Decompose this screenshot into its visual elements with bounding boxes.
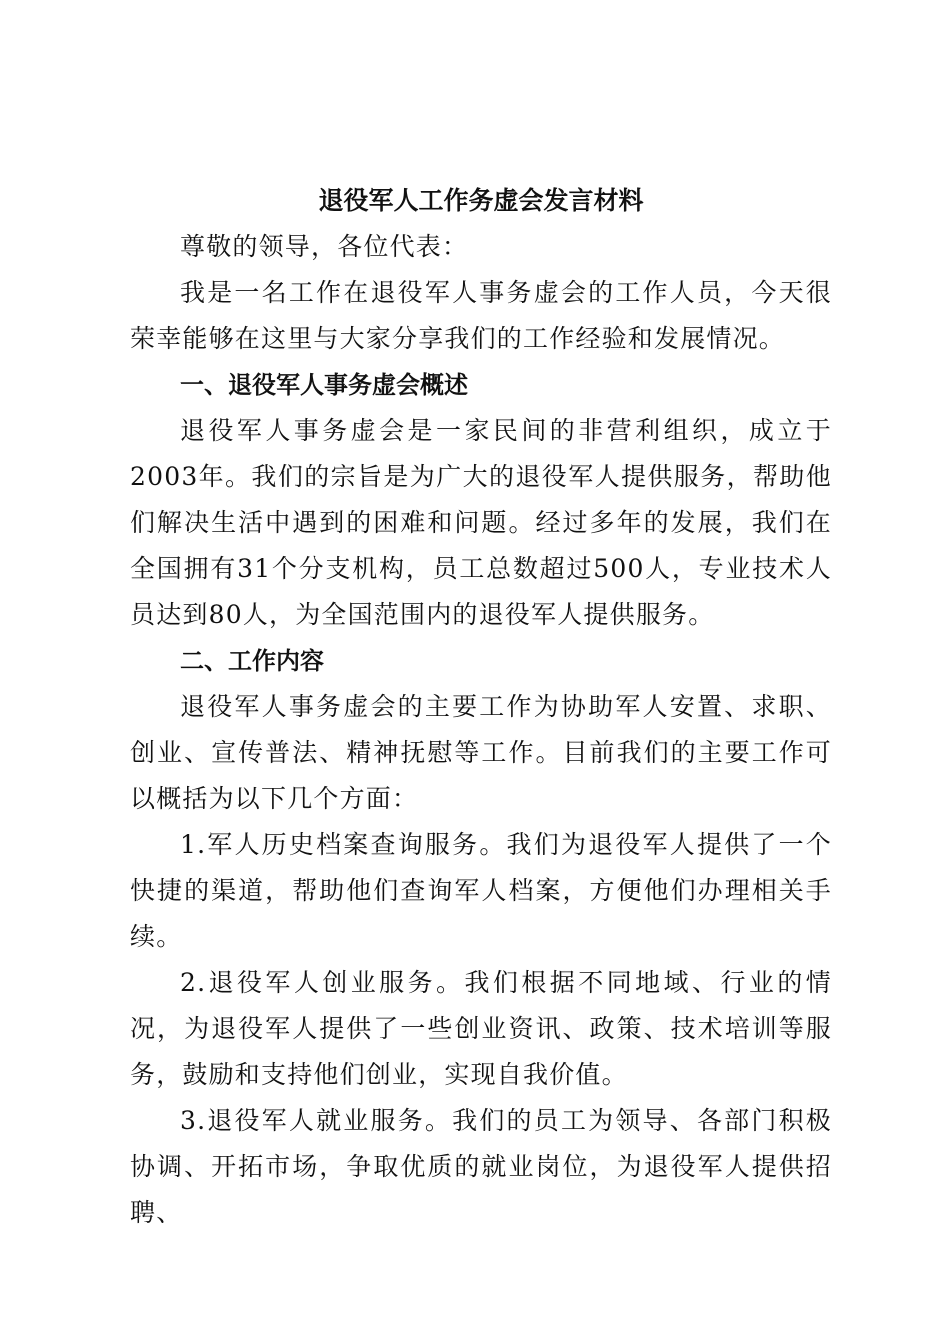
section-1-heading: 一、退役军人事务虚会概述 [180,371,468,399]
section-2-paragraph: 退役军人事务虚会的主要工作为协助军人安置、求职、创业、宣传普法、精神抚慰等工作。目前我们的主要工作可以概括为以下几个方面： [130,692,832,813]
list-item: 3.退役军人就业服务。我们的员工为领导、各部门积极协调、开拓市场，争取优质的就业岗位，为退役军人提供招聘、 [130,1106,832,1227]
document-body [130,178,832,1236]
section-2-heading: 二、工作内容 [180,647,324,675]
document-title: 退役军人工作务虚会发言材料 [318,186,644,215]
section-1-paragraph: 退役军人事务虚会是一家民间的非营利组织，成立于2003年。我们的宗旨是为广大的退役军人提供服务，帮助他们解决生活中遇到的困难和问题。经过多年的发展，我们在全国拥有31个分支机构，员工总数超过500人，专业技术人员达到80人，为全国范围内的退役军人提供服务。 [130,416,832,629]
list-item: 1.军人历史档案查询服务。我们为退役军人提供了一个快捷的渠道，帮助他们查询军人档案，方便他们办理相关手续。 [130,830,832,951]
salutation: 尊敬的领导，各位代表： [180,232,469,261]
list-item: 2.退役军人创业服务。我们根据不同地域、行业的情况，为退役军人提供了一些创业资讯、政策、技术培训等服务，鼓励和支持他们创业，实现自我价值。 [130,968,832,1089]
intro-paragraph: 我是一名工作在退役军人事务虚会的工作人员，今天很荣幸能够在这里与大家分享我们的工作经验和发展情况。 [130,278,832,353]
